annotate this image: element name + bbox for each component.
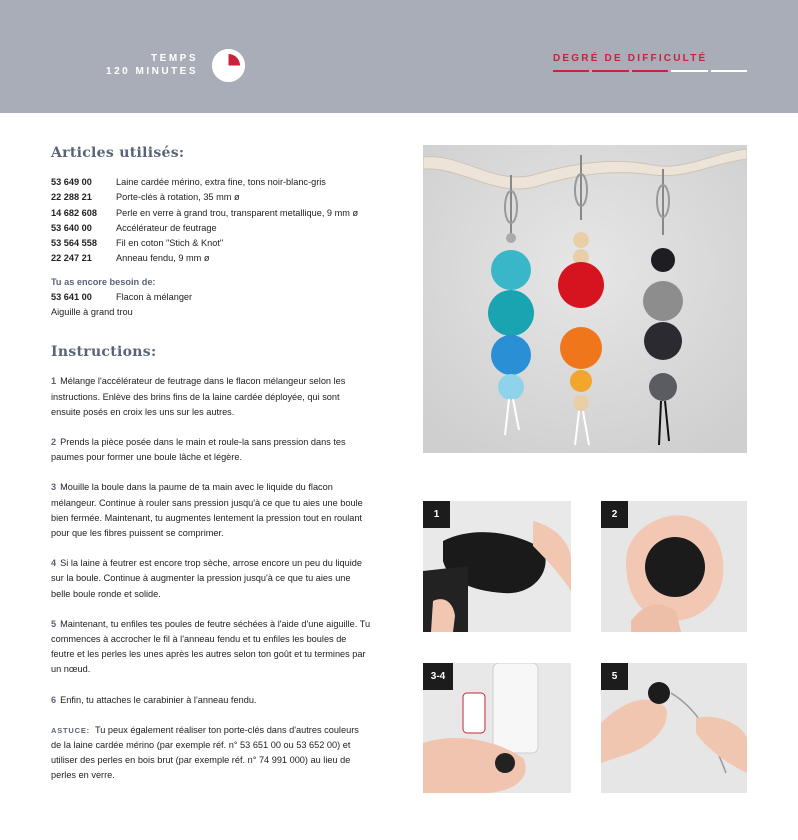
step-badge-5: 5 (601, 663, 628, 690)
article-description: Porte-clés à rotation, 35 mm ø (116, 192, 240, 203)
article-row (51, 190, 391, 205)
difficulty-bar (553, 70, 589, 72)
article-row (51, 206, 391, 221)
step-badge-1: 1 (423, 501, 450, 528)
step-number: 4 (51, 558, 57, 569)
article-description: Fil en coton "Stich & Knot" (116, 238, 224, 249)
difficulty-bar (592, 70, 628, 72)
article-number: 22 288 21 (51, 192, 92, 203)
articles-title: Articles utilisés: (51, 145, 185, 161)
instruction-step (51, 435, 371, 465)
article-row (51, 175, 391, 190)
step-text: Prends la pièce posée dans le main et roule-la sans pression dans tes paumes pour former une boule lâche et légère. (51, 436, 346, 463)
header-band (0, 0, 798, 113)
article-number: 22 247 21 (51, 253, 92, 264)
article-row (51, 221, 391, 236)
step-photo-1 (423, 501, 571, 632)
clock-icon (212, 49, 245, 82)
difficulty-indicator (553, 52, 747, 72)
article-description: Accélérateur de feutrage (116, 222, 217, 233)
step-badge-2: 2 (601, 501, 628, 528)
main-photo-keychains (423, 145, 747, 453)
step-number: 3 (51, 482, 57, 493)
article-number: 53 641 00 (51, 291, 92, 302)
article-description: Laine cardée mérino, extra fine, tons noir-blanc-gris (116, 177, 326, 187)
step-text: Mélange l'accélérateur de feutrage dans le flacon mélangeur selon les instructions. Enlève des brins fins de la laine cardée déployée, qui sont ensuite posés en croix les uns sur les autres. (51, 376, 346, 417)
article-description: Perle en verre à grand trou, transparent metallique, 9 mm ø (116, 207, 359, 218)
difficulty-bar (711, 70, 747, 72)
step-number: 1 (51, 376, 57, 387)
extra-line (51, 305, 391, 320)
time-value: 120 MINUTES (106, 66, 198, 77)
step-text: Enfin, tu attaches le carabinier à l'anneau fendu. (60, 694, 257, 705)
article-number: 53 649 00 (51, 177, 92, 187)
article-description: Anneau fendu, 9 mm ø (116, 253, 210, 264)
instruction-step (51, 617, 371, 678)
instruction-step (51, 480, 371, 541)
step-number: 6 (51, 694, 57, 705)
step-badge-3-4: 3-4 (423, 663, 453, 690)
tip-label: ASTUCE: (51, 725, 90, 735)
difficulty-bar (671, 70, 707, 72)
difficulty-bar (632, 70, 668, 72)
article-row (51, 236, 391, 251)
step-number: 5 (51, 618, 57, 629)
article-row (51, 290, 391, 305)
articles-list (51, 175, 391, 267)
article-number: 14 682 608 (51, 207, 97, 218)
step-text: Si la laine à feutrer est encore trop sèche, arrose encore un peu du liquide sur la boule. Continue à augmenter la pression jusqu'à ce que tu aies une belle boule ronde et solide. (51, 558, 362, 599)
step-text: Maintenant, tu enfiles tes poules de feutre séchées à l'aide d'une aiguille. Tu commences à accrocher le fil à l'anneau fendu et tu enfiles les boules de feutre et les perles les unes après les autres selon ton goût et tu termines par un nœud. (51, 618, 371, 675)
step-photo-5 (601, 663, 747, 793)
instruction-step (51, 693, 371, 708)
time-label: TEMPS (151, 53, 198, 64)
tip (51, 723, 371, 784)
article-number: 53 564 558 (51, 238, 97, 249)
extra-list (51, 290, 391, 305)
instructions-title: Instructions: (51, 344, 157, 361)
tip-text: Tu peux également réaliser ton porte-clés dans d'autres couleurs de la laine cardée mérino (par exemple réf. n° 53 651 00 ou 53 652 00) et utiliser des perles en bois brut (par exemple réf. n° 74 991 000) au lieu de perles en verre. (51, 724, 359, 781)
step-photo-3-4 (423, 663, 571, 793)
article-number: 53 640 00 (51, 222, 92, 233)
instruction-step (51, 556, 371, 602)
steps-list (51, 374, 391, 707)
extra-line-text: Aiguille à grand trou (51, 307, 133, 318)
time-info (106, 52, 198, 78)
text-column (51, 145, 391, 799)
step-number: 2 (51, 436, 57, 447)
instruction-step (51, 374, 371, 420)
difficulty-bars (553, 70, 747, 72)
difficulty-label: DEGRÉ DE DIFFICULTÉ (553, 53, 708, 64)
article-description: Flacon à mélanger (116, 291, 193, 302)
article-row (51, 251, 391, 266)
extra-title: Tu as encore besoin de: (51, 276, 156, 287)
step-photo-2 (601, 501, 747, 632)
step-text: Mouille la boule dans la paume de ta main avec le liquide du flacon mélangeur. Continue à rouler sans pression jusqu'à ce que tu aies une boule bien fermée. Maintenant, tu augmentes lentement la pression tout en roulant pour que les fibres puissent se comprimer. (51, 482, 363, 538)
